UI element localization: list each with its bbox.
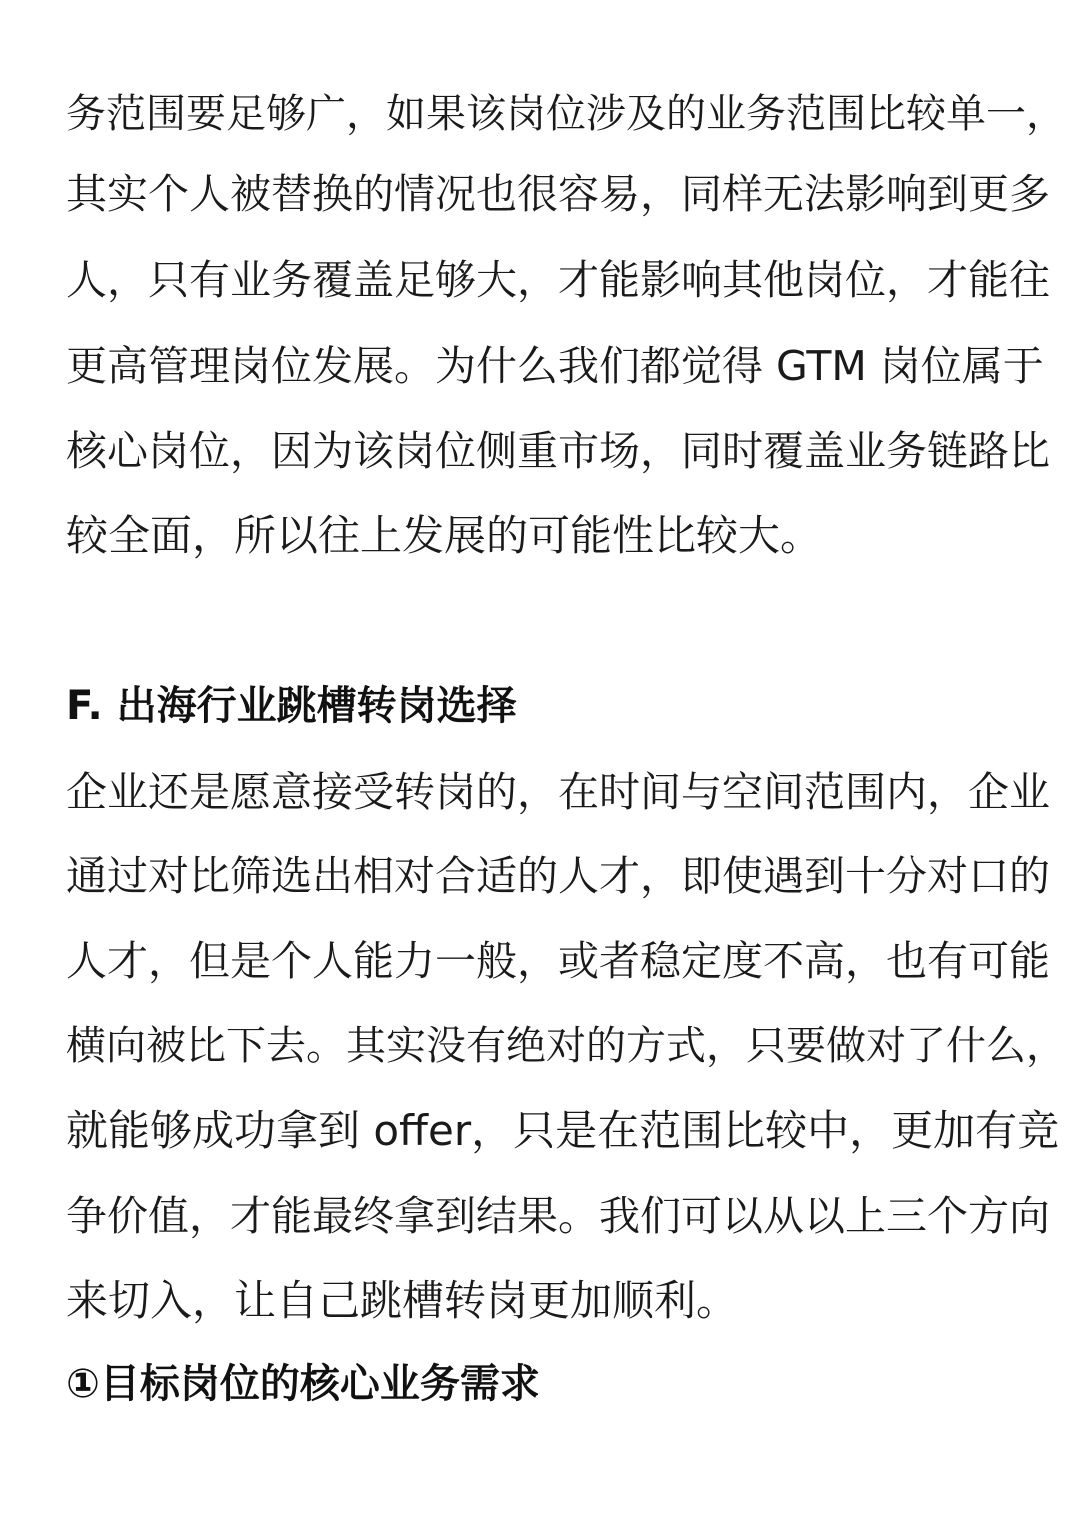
paragraph-line: 较全面，所以往上发展的可能性比较大。	[66, 511, 823, 560]
paragraph-line: 更高管理岗位发展。为什么我们都觉得 GTM 岗位属于	[66, 342, 1044, 390]
paragraph-line: 通过对比筛选出相对合适的人才，即使遇到十分对口的	[66, 852, 1050, 900]
paragraph-line: 企业还是愿意接受转岗的，在时间与空间范围内，企业	[66, 768, 1050, 816]
paragraph-line: 就能够成功拿到 offer，只是在范围比较中，更加有竞	[66, 1106, 1060, 1155]
paragraph-line: 横向被比下去。其实没有绝对的方式，只要做对了什么，	[66, 1023, 1066, 1069]
section-heading-f: F. 出海行业跳槽转岗选择	[66, 683, 517, 729]
paragraph-line: 人才，但是个人能力一般，或者稳定度不高，也有可能	[66, 937, 1050, 985]
paragraph-line: 来切入，让自己跳槽转岗更加顺利。	[66, 1276, 739, 1325]
paragraph-line: 务范围要足够广，如果该岗位涉及的业务范围比较单一，	[66, 91, 1066, 137]
paragraph-line: 其实个人被替换的情况也很容易，同样无法影响到更多	[66, 170, 1050, 218]
paragraph-line: 人，只有业务覆盖足够大，才能影响其他岗位，才能往	[66, 256, 1050, 304]
subsection-heading-1: ①目标岗位的核心业务需求	[66, 1361, 540, 1407]
paragraph-line: 核心岗位，因为该岗位侧重市场，同时覆盖业务链路比	[66, 427, 1050, 475]
paragraph-line: 争价值，才能最终拿到结果。我们可以从以上三个方向	[66, 1192, 1050, 1240]
